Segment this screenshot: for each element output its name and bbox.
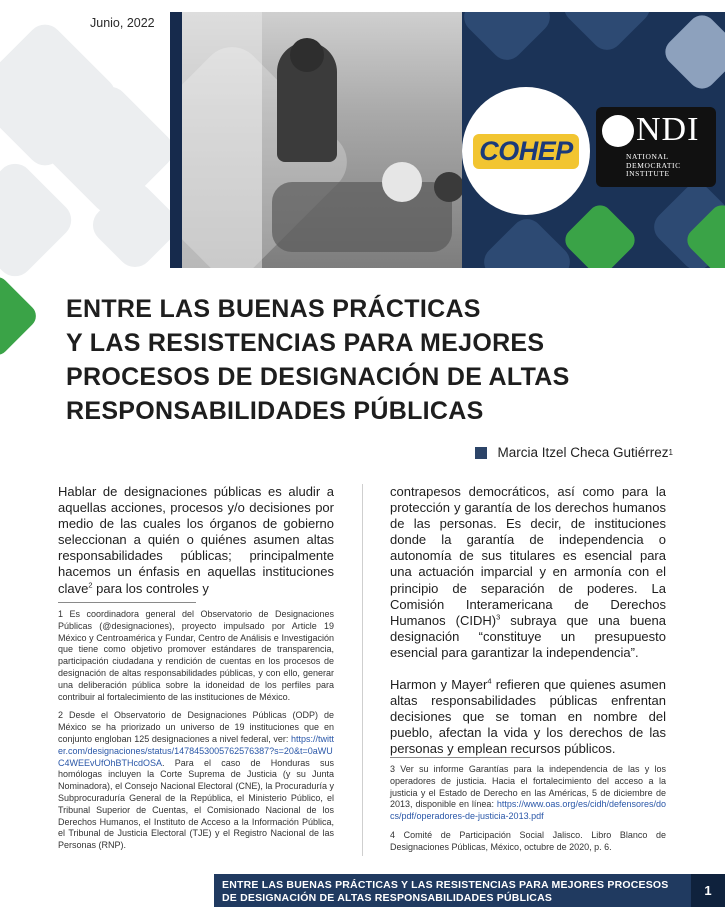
cohep-logo xyxy=(462,87,590,215)
footnote-link[interactable]: https://twitter.com/designaciones/status/1478453005762576387?s=20&t=0aWUC4WEEvUfOhBTHcdOSA xyxy=(58,733,334,768)
footnote-ref: 2 xyxy=(88,580,93,590)
author-byline: Marcia Itzel Checa Gutiérrez 1 xyxy=(475,445,673,460)
footnote-ref: 3 xyxy=(496,612,501,622)
footnote: 1 Es coordinadora general del Observatorio de Designaciones Públicas (@designaciones), proyecto impulsado por Article 19 México y Centroamérica y Fundar, Centro de Análisis e Investigación que tiene como objetivo promover estándares de transparencia, participación ciudadana y rendición de cuentas en los procesos de designación de altas responsabilidades públicas, y con ello, generar una deliberación pública sobre la idoneidad de los perfiles para contribuir al fortalecimiento de las instituciones de México. xyxy=(58,609,334,702)
footnote: 4 Comité de Participación Social Jalisco. Libro Blanco de Designaciones Públicas, México, octubre de 2020, p. 6. xyxy=(390,829,666,852)
footnote-divider xyxy=(390,757,530,758)
body-paragraph: Harmon y Mayer$^4$ refieren que quienes asumen altas responsabilidades públicas enfrentan decisiones que se toman en nombre del pueblo, afectan la vida y los derechos de las personas y emplean recursos públicos. xyxy=(390,676,666,757)
footnote: 3 Ver su informe Garantías para la independencia de las y los operadores de justicia. Hacia el fortalecimiento del acceso a la justicia y el Estado de Derecho en las Américas, 5 de diciembre de 2013, disponible en línea: https://www.oas.org/es/cidh/defensores/docs/pdf/operadores-de-justicia-2013.pdf xyxy=(390,764,666,822)
ndi-logo-subtitle: NATIONAL DEMOCRATIC INSTITUTE xyxy=(626,152,681,178)
footnote-link[interactable]: https://www.oas.org/es/cidh/defensores/docs/pdf/operadores-de-justicia-2013.pdf xyxy=(390,799,666,822)
footnotes-left xyxy=(58,609,334,852)
column-divider xyxy=(362,484,363,856)
body-column-right xyxy=(390,484,666,758)
page-number: 1 xyxy=(691,874,725,907)
cohep-logo-text: COHEP xyxy=(473,134,579,169)
body-column-left xyxy=(58,484,334,597)
footnotes-right xyxy=(390,764,666,854)
ndi-logo-text: NDI xyxy=(636,111,700,148)
ndi-logo xyxy=(596,107,716,187)
body-paragraph: Hablar de designaciones públicas es aludir a aquellas acciones, procesos y/o decisiones por medio de las cuales los órganos de gobierno seleccionan a quién o quiénes asumen altas responsabilidades públicas; principalmente hacemos un énfasis en aquellas instituciones clave$^2$ para los controles y xyxy=(58,484,334,596)
running-footer: ENTRE LAS BUENAS PRÁCTICAS Y LAS RESISTENCIAS PARA MEJORES PROCESOS DE DESIGNACIÓN DE ALTAS RESPONSABILIDADES PÚBLICAS xyxy=(214,874,691,907)
body-paragraph: contrapesos democráticos, así como para la protección y garantía de los derechos humanos de las personas. Es decir, de instituciones donde la garantía de independencia o autonomía de sus titulares es esencial para una actuación imparcial y en armonía con el principio de separación de poderes. La Comisión Interamericana de Derechos Humanos (CIDH)$^3$ subraya que una buena designación “constituye un presupuesto esencial para garantizar la independencia”. xyxy=(390,484,667,660)
footnote-ref: 4 xyxy=(487,676,492,686)
footnote: 2 Desde el Observatorio de Designaciones Públicas (ODP) de México se ha priorizado un universo de 19 instituciones que en conjunto engloban 125 designaciones a nivel federal, ver: https://twitter.com/designaciones/status/1478453005762576387?s=20&t=0aWUC4WEEvUfOhBTHcdOSA. Para el caso de Honduras sus homólogas incluyen la Corte Suprema de Justicia (y su Junta Nominadora), el Consejo Nacional Electoral (CNE), la Procuraduría y Subprocuraduría General de la República, el Ministerio Público, el Tribunal Superior de Cuentas, el Comisionado Nacional de los Derechos Humanos, el Instituto de Acceso a la Información Pública, el Tribunal de Justicia Electoral (TJE) y el Registro Nacional de las Personas (RNP). xyxy=(58,710,334,851)
author-marker xyxy=(475,447,487,459)
globe-icon xyxy=(602,115,634,147)
article-title: ENTRE LAS BUENAS PRÁCTICAS Y LAS RESISTENCIAS PARA MEJORES PROCESOS DE DESIGNACIÓN DE ALTAS RESPONSABILIDADES PÚBLICAS xyxy=(66,295,570,425)
header-photo xyxy=(182,12,462,268)
footnote-divider xyxy=(58,602,196,603)
decorative-green-shape xyxy=(0,272,41,360)
publication-date: Junio, 2022 xyxy=(90,16,155,30)
header-banner xyxy=(170,12,725,268)
author-name: Marcia Itzel Checa Gutiérrez xyxy=(497,445,669,460)
logo-panel xyxy=(462,12,725,268)
